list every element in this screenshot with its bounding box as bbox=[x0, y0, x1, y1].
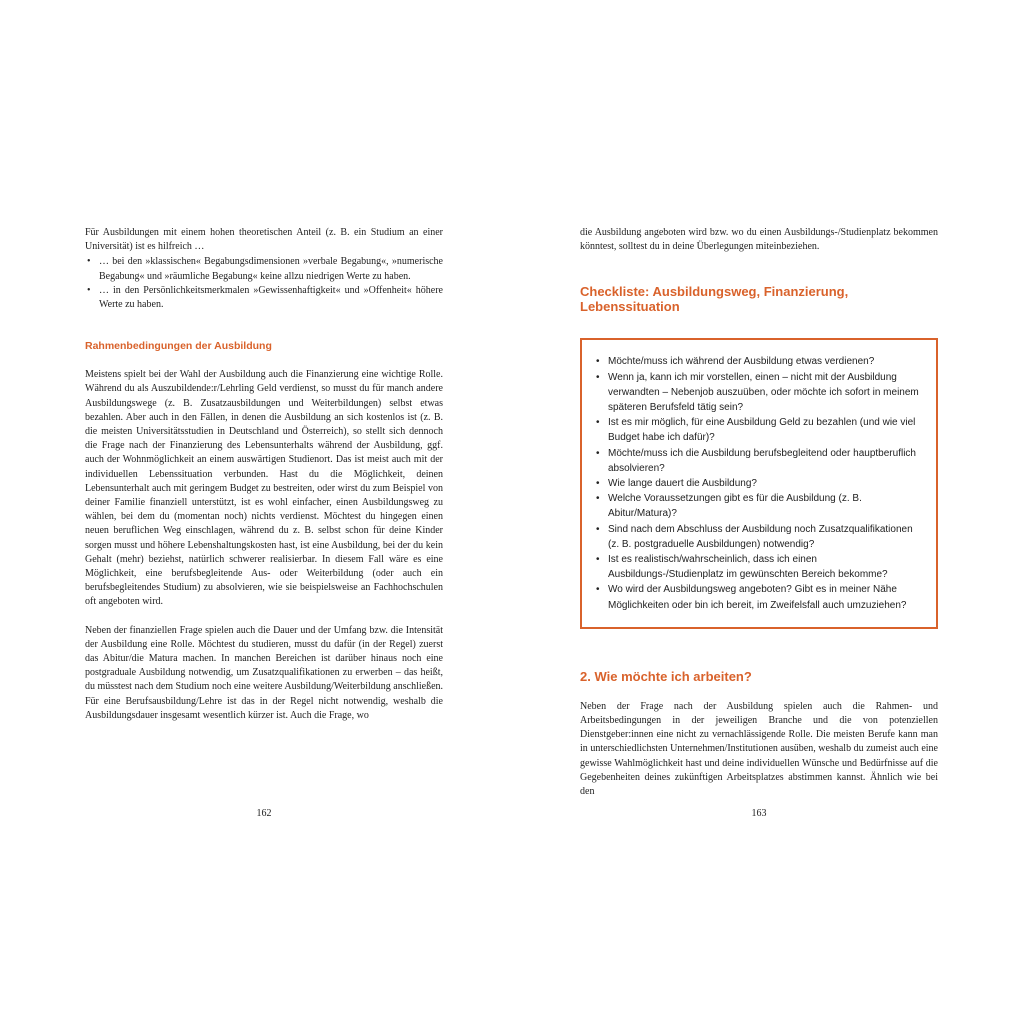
checklist-item: • Wo wird der Ausbildungsweg angeboten? Gibt es in meiner Nähe Möglichkeiten oder bin ich bereit, im Zweifelsfall auch umzuziehen? bbox=[594, 582, 922, 612]
left-page bbox=[85, 226, 443, 723]
right-page bbox=[580, 226, 938, 799]
bullet-item: • … bei den »klassischen« Begabungsdimensionen »verbale Begabung«, »numerische Begabung« und »räumliche Begabung« keine allzu niedrigen Werte zu haben. bbox=[85, 255, 443, 283]
section-heading-rahmenbedingungen: Rahmenbedingungen der Ausbildung bbox=[85, 340, 272, 353]
body-paragraph: Meistens spielt bei der Wahl der Ausbildung auch die Finanzierung eine wichtige Rolle. Während du als Auszubildende:r/Lehrling Geld verdienst, so musst du für manch andere Ausbildungswege (z. B. Zusatzausbildungen und Weiterbildungen) selbst etwas bezahlen. Aber auch in den Fällen, in denen die Ausbildung an sich kostenlos ist (z. B. die meisten Universitätsstudien in Deutschland und Österreich), so stellt sich dennoch die Frage nach der Finanzierung des Lebensunterhalts während der Ausbildung, ggf. auch der Wohnmöglichkeit an einem auswärtigen Studienort. Das ist meist auch mit der individuellen Lebenssituation verbunden. Hast du die Möglichkeit, deinen Lebensunterhalt auch mit geringem Budget zu bestreiten, oder wirst du zum Beispiel von deiner Familie finanziell unterstützt, ist es wohl einfacher, einen Ausbildungsweg zu wählen, bei dem du (momentan noch) nichts verdienst. Möchtest du hingegen einen neuen beruflichen Weg einschlagen, während du z. B. selbst schon für deine Kinder sorgen musst und höhere Lebenshaltungskosten hast, ist eine Ausbildung, bei der du kein Gehalt (mehr) beziehst, natürlich schwerer realisierbar. In diesem Fall wäre es eine Möglichkeit, eine berufsbegleitende Aus- oder Weiterbildung (oder auch ein berufsbegleitendes Studium) zu absolvieren, wie sie beispielsweise an Fachhochschulen oft angeboten wird. bbox=[85, 369, 443, 608]
body-paragraph: Neben der Frage nach der Ausbildung spielen auch die Rahmen- und Arbeitsbedingungen in der jeweiligen Branche und die von potenziellen Dienstgeber:innen eine nicht zu vernachlässigende Rolle. Die meisten Berufe kann man in unterschiedlichsten Unternehmen/Institutionen ausüben, weshalb du zumeist auch eine gewisse Wahlmöglichkeit hast und deine individuellen Wünsche und Bedürfnisse auf die Gegebenheiten deines zukünftigen Arbeitsplatzes abstimmen kannst. Ähnlich wie bei den bbox=[580, 700, 938, 798]
checklist-item: • Ist es mir möglich, für eine Ausbildung Geld zu bezahlen (und wie viel Budget habe ich dafür)? bbox=[594, 415, 922, 445]
checklist-item: • Sind nach dem Abschluss der Ausbildung noch Zusatzqualifikationen (z. B. postgraduelle Ausbildungen) notwendig? bbox=[594, 522, 922, 552]
checklist-item: • Wenn ja, kann ich mir vorstellen, einen – nicht mit der Ausbildung verwandten – Nebenjob auszuüben, oder möchte ich sofort in meinem späteren Berufsfeld tätig sein? bbox=[594, 370, 922, 416]
section-heading-wie-moechte-ich-arbeiten: 2. Wie möchte ich arbeiten? bbox=[580, 668, 752, 684]
checklist-heading: Checkliste: Ausbildungsweg, Finanzierung, Lebenssituation bbox=[580, 284, 849, 315]
checklist-box bbox=[580, 338, 938, 628]
intro-lead-paragraph: Für Ausbildungen mit einem hohen theoretischen Anteil (z. B. ein Studium an einer Universität) ist es hilfreich … bbox=[85, 227, 443, 253]
checklist-item: • Möchte/muss ich die Ausbildung berufsbegleitend oder hauptberuflich absolvieren? bbox=[594, 446, 922, 476]
body-paragraph: Neben der finanziellen Frage spielen auch die Dauer und der Umfang bzw. die Intensität der Ausbildung eine Rolle. Möchtest du studieren, musst du dafür (in der Regel) zuerst das Abitur/die Matura machen. In manchen Bereichen ist darüber hinaus noch eine postgraduale Ausbildung notwendig, um Zusatzqualifikationen zu erwerben – das heißt, du müsstest nach dem Studium noch eine weitere Ausbildung/Weiterbildung anschließen. Für eine Berufsausbildung/Lehre ist das in der Regel nicht notwendig, weshalb die Ausbildungsdauer insgesamt wesentlich kürzer ist. Auch die Frage, wo bbox=[85, 624, 444, 721]
checklist-item: • Welche Voraussetzungen gibt es für die Ausbildung (z. B. Abitur/Matura)? bbox=[594, 491, 922, 521]
intro-bullet-list bbox=[85, 255, 443, 312]
intro-paragraph: die Ausbildung angeboten wird bzw. wo du einen Ausbildungs-/Studienplatz bekommen könntest, solltest du in deine Überlegungen miteinbeziehen. bbox=[580, 227, 938, 253]
page-number-right: 163 bbox=[751, 808, 767, 819]
bullet-item: • … in den Persönlichkeitsmerkmalen »Gewissenhaftigkeit« und »Offenheit« höhere Werte zu haben. bbox=[85, 284, 443, 312]
checklist-item: • Wie lange dauert die Ausbildung? bbox=[594, 476, 922, 491]
checklist-item: • Ist es realistisch/wahrscheinlich, dass ich einen Ausbildungs-/Studienplatz im gewünschten Bereich bekomme? bbox=[594, 552, 922, 582]
checklist-item: • Möchte/muss ich während der Ausbildung etwas verdienen? bbox=[594, 354, 922, 369]
checklist-item-list bbox=[594, 354, 922, 612]
page-number-left: 162 bbox=[256, 808, 272, 819]
